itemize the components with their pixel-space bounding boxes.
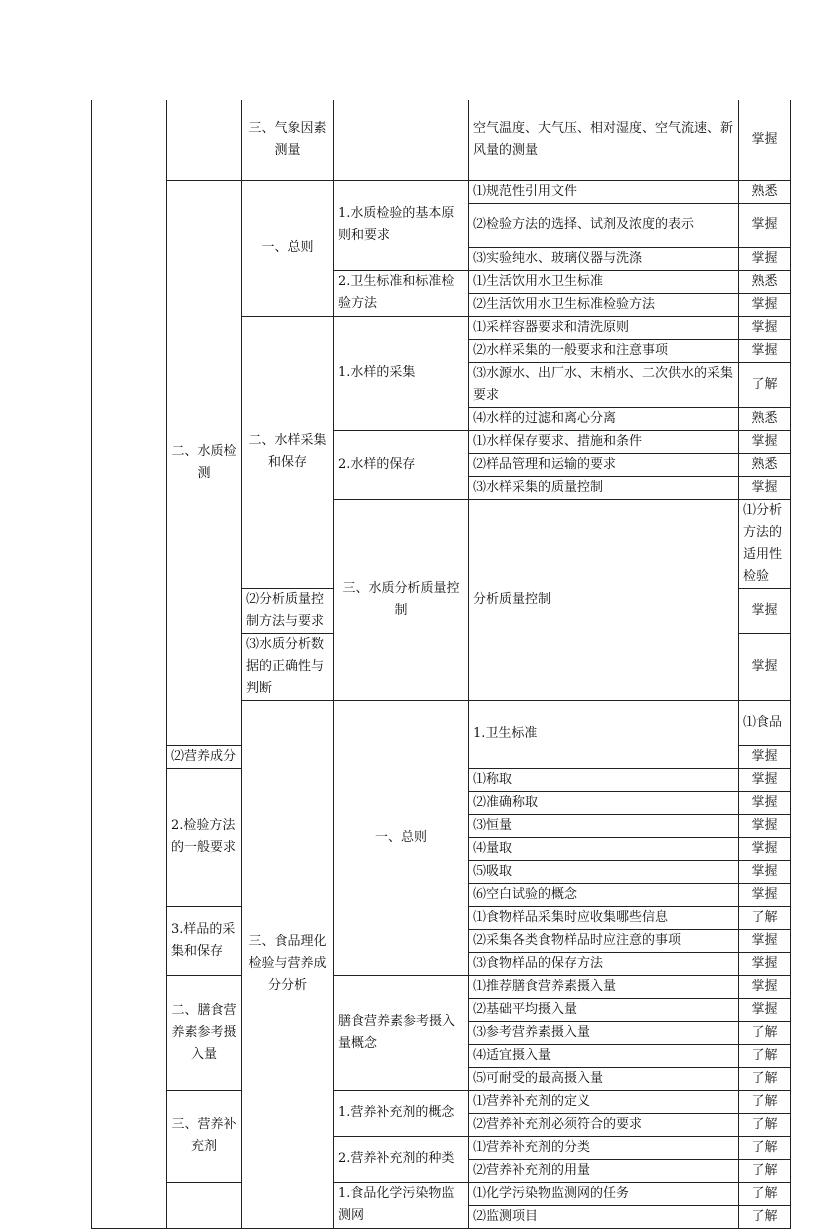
content-cell: ⑷水样的过滤和离心分离	[469, 407, 739, 430]
level-cell: 熟悉	[739, 180, 791, 203]
content-cell: ⑵营养补充剂的用量	[469, 1159, 739, 1182]
level-cell: 了解	[739, 1159, 791, 1182]
level-cell: 掌握	[739, 952, 791, 975]
content-cell: ⑶恒量	[469, 814, 739, 837]
level-cell: 掌握	[739, 975, 791, 998]
section-cell-blank	[167, 100, 242, 180]
content-cell: ⑶水样采集的质量控制	[469, 476, 739, 499]
level-cell: 了解	[739, 1021, 791, 1044]
level-cell: 掌握	[739, 203, 791, 247]
content-cell: ⑵采集各类食物样品时应注意的事项	[469, 929, 739, 952]
level-cell: 了解	[739, 1113, 791, 1136]
topic-supplement-types: 2.营养补充剂的种类	[334, 1136, 469, 1182]
level-cell: 了解	[739, 1090, 791, 1113]
content-cell: ⑴称取	[469, 768, 739, 791]
content-cell: ⑷量取	[469, 837, 739, 860]
topic-food-methods: 2.检验方法的一般要求	[167, 768, 242, 906]
content-cell: ⑶水质分析数据的正确性与判断	[242, 633, 334, 700]
topic-monitoring-network: 1.食品化学污染物监测网	[334, 1182, 469, 1228]
syllabus-table	[91, 100, 791, 1229]
content-cell: ⑴规范性引用文件	[469, 180, 739, 203]
level-cell: 掌握	[739, 860, 791, 883]
level-cell: 掌握	[739, 316, 791, 339]
unit-water-qc: 三、水质分析质量控制	[334, 499, 469, 700]
level-cell: 掌握	[739, 814, 791, 837]
level-cell: 掌握	[739, 247, 791, 270]
content-cell: ⑴采样容器要求和清洗原则	[469, 316, 739, 339]
level-cell: 了解	[739, 1136, 791, 1159]
level-cell: 了解	[739, 1205, 791, 1228]
level-cell: 掌握	[739, 293, 791, 316]
level-cell: 掌握	[739, 588, 791, 633]
topic-food-standards: 1.卫生标准	[469, 700, 739, 768]
content-cell: ⑵准确称取	[469, 791, 739, 814]
content-cell: ⑶食物样品的保存方法	[469, 952, 739, 975]
topic-cell-blank	[334, 100, 469, 180]
content-cell: ⑶参考营养素摄入量	[469, 1021, 739, 1044]
level-cell: 了解	[739, 1067, 791, 1090]
level-cell: 掌握	[739, 476, 791, 499]
level-cell: 熟悉	[739, 270, 791, 293]
content-cell: ⑵营养补充剂必须符合的要求	[469, 1113, 739, 1136]
topic-water-principles: 1.水质检验的基本原则和要求	[334, 180, 469, 270]
unit-food-general: 一、总则	[334, 700, 469, 975]
content-cell: ⑴水样保存要求、措施和条件	[469, 430, 739, 453]
level-cell: 了解	[739, 906, 791, 929]
unit-meteo: 三、气象因素测量	[242, 100, 334, 180]
content-cell: ⑵基础平均摄入量	[469, 998, 739, 1021]
unit-water-sampling: 二、水样采集和保存	[242, 316, 334, 588]
level-cell: 掌握	[739, 745, 791, 768]
topic-food-sampling: 3.样品的采集和保存	[167, 906, 242, 975]
content-cell: ⑴分析方法的适用性检验	[739, 499, 791, 588]
level-cell: 了解	[739, 1044, 791, 1067]
level-cell: 掌握	[739, 633, 791, 700]
section-water: 二、水质检测	[167, 180, 242, 745]
topic-food-dri: 膳食营养素参考摄入量概念	[334, 975, 469, 1090]
topic-water-standards: 2.卫生标准和标准检验方法	[334, 270, 469, 316]
level-cell: 熟悉	[739, 407, 791, 430]
content-cell: ⑴推荐膳食营养素摄入量	[469, 975, 739, 998]
content-cell: 空气温度、大气压、相对湿度、空气流速、新风量的测量	[469, 100, 739, 180]
level-cell: 了解	[739, 362, 791, 407]
unit-food-dri: 二、膳食营养素参考摄入量	[167, 975, 242, 1090]
unit-food-supplements: 三、营养补充剂	[167, 1090, 242, 1182]
content-cell: ⑴营养补充剂的分类	[469, 1136, 739, 1159]
level-cell: 掌握	[739, 998, 791, 1021]
content-cell: ⑴食物样品采集时应收集哪些信息	[469, 906, 739, 929]
level-cell: 掌握	[739, 100, 791, 180]
content-cell: ⑵监测项目	[469, 1205, 739, 1228]
table-row	[92, 100, 791, 180]
level-cell: 掌握	[739, 929, 791, 952]
content-cell: ⑴营养补充剂的定义	[469, 1090, 739, 1113]
level-cell: 掌握	[739, 768, 791, 791]
topic-water-qc: 分析质量控制	[469, 499, 739, 700]
content-cell: ⑵分析质量控制方法与要求	[242, 588, 334, 633]
level-cell: 了解	[739, 1182, 791, 1205]
level-cell: 掌握	[739, 339, 791, 362]
content-cell: ⑵水样采集的一般要求和注意事项	[469, 339, 739, 362]
section-food: 三、食品理化检验与营养成分分析	[242, 700, 334, 1228]
level-cell: 掌握	[739, 430, 791, 453]
level-cell: 熟悉	[739, 453, 791, 476]
content-cell: ⑴生活饮用水卫生标准	[469, 270, 739, 293]
level-cell: 掌握	[739, 791, 791, 814]
content-cell: ⑶实验纯水、玻璃仪器与洗涤	[469, 247, 739, 270]
content-cell: ⑸吸取	[469, 860, 739, 883]
unit-cell-blank	[167, 1182, 242, 1228]
content-cell: ⑷适宜摄入量	[469, 1044, 739, 1067]
level-cell: 掌握	[739, 883, 791, 906]
topic-supplement-concept: 1.营养补充剂的概念	[334, 1090, 469, 1136]
subject-column-blank	[92, 100, 167, 1228]
content-cell: ⑴化学污染物监测网的任务	[469, 1182, 739, 1205]
topic-water-collection: 1.水样的采集	[334, 316, 469, 430]
level-cell: 掌握	[739, 837, 791, 860]
content-cell: ⑹空白试验的概念	[469, 883, 739, 906]
content-cell: ⑵检验方法的选择、试剂及浓度的表示	[469, 203, 739, 247]
unit-water-general: 一、总则	[242, 180, 334, 316]
content-cell: ⑴食品	[739, 700, 791, 745]
content-cell: ⑵营养成分	[167, 745, 242, 768]
topic-water-storage: 2.水样的保存	[334, 430, 469, 499]
content-cell: ⑵生活饮用水卫生标准检验方法	[469, 293, 739, 316]
content-cell: ⑶水源水、出厂水、末梢水、二次供水的采集要求	[469, 362, 739, 407]
content-cell: ⑵样品管理和运输的要求	[469, 453, 739, 476]
content-cell: ⑸可耐受的最高摄入量	[469, 1067, 739, 1090]
